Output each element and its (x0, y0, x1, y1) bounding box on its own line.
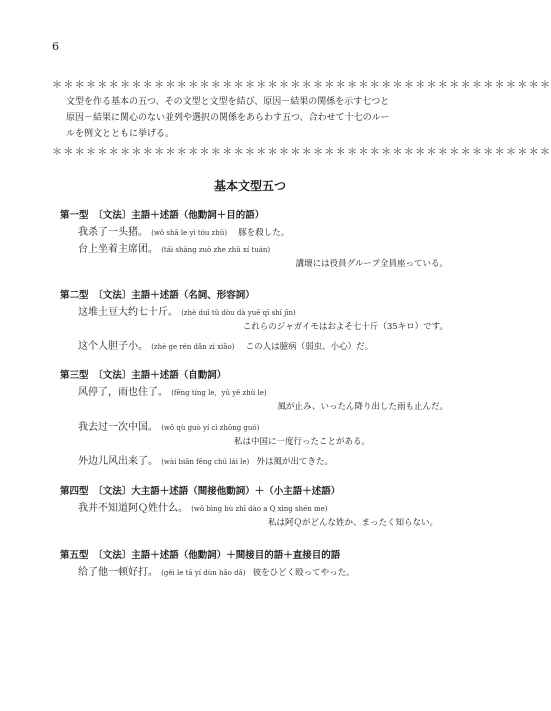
chinese-sentence: 台上坐着主席团。 (78, 244, 158, 255)
pattern-2-heading: 第二型 〔文法〕主語＋述語（名詞、形容詞） (60, 290, 255, 301)
japanese-translation: 講壇には役員グループ全員座っている。 (295, 259, 448, 269)
pattern-5-heading: 第五型 〔文法〕主語＋述語（他動詞）＋間接目的語＋直接目的語 (60, 550, 341, 561)
pattern-4-heading: 第四型 〔文法〕大主語＋述語（間接他動詞）＋（小主語＋述語） (60, 486, 341, 497)
pattern-5-example-1 (78, 563, 355, 578)
chinese-sentence: 外边儿风出来了。 (78, 456, 158, 467)
chinese-sentence: 这个人胆子小。 (78, 341, 148, 352)
star-divider-bottom: ＊＊＊＊＊＊＊＊＊＊＊＊＊＊＊＊＊＊＊＊＊＊＊＊＊＊＊＊＊＊＊＊＊＊＊＊＊＊＊＊＊＊＊＊ (52, 147, 551, 158)
japanese-translation: 豚を殺した。 (238, 228, 290, 238)
pinyin: (wǒ bìng bù zhī dào a Q xìng shén me) (191, 505, 328, 513)
pinyin: (wǒ shā le yì tóu zhū) (151, 229, 228, 237)
pinyin: (wài biān fēng chū lái le) (161, 458, 250, 466)
japanese-translation: これらのジャガイモはおよそ七十斤（35キロ）です。 (242, 322, 448, 332)
pattern-1-heading: 第一型 〔文法〕主語＋述語（他動詞＋目的語） (60, 210, 265, 221)
page-number: 6 (52, 40, 59, 53)
section-title: 基本文型五つ (213, 179, 286, 193)
chinese-sentence: 我并不知道阿Ｑ姓什么。 (78, 503, 188, 514)
pattern-2-example-1 (78, 303, 296, 318)
chinese-sentence: 我杀了一头猪。 (78, 227, 148, 238)
chinese-sentence: 我去过一次中国。 (78, 422, 158, 433)
japanese-translation: 私は中国に一度行ったことがある。 (233, 437, 370, 447)
pattern-1-example-2 (78, 240, 270, 255)
japanese-translation: 彼をひどく殴ってやった。 (252, 568, 355, 578)
pattern-3-example-3 (78, 452, 333, 467)
pattern-2-example-2 (78, 337, 373, 352)
intro-line-3: ルを例文とともに挙げる。 (66, 129, 175, 139)
japanese-translation: 外は風が出てきた。 (256, 457, 333, 467)
pattern-3-heading: 第三型 〔文法〕主語＋述語（自動詞） (60, 370, 227, 381)
pattern-3-example-2 (78, 418, 259, 433)
pinyin: (tái shàng zuò zhe zhǔ xí tuán) (161, 246, 271, 254)
chinese-sentence: 给了他一顿好打。 (78, 567, 158, 578)
pinyin: (wǒ qù guò yí cì zhōng guó) (161, 424, 260, 432)
pattern-1-example-1 (78, 223, 289, 238)
pinyin: (gěi le tā yí dùn hǎo dǎ) (161, 569, 246, 577)
japanese-translation: この人は臆病（弱虫、小心）だ。 (245, 342, 374, 352)
pinyin: (zhè duī tǔ dòu dà yuē qī shí jīn) (181, 309, 296, 317)
intro-line-1: 文型を作る基本の五つ、その文型と文型を結び、原因－結果の関係を示す七つと (66, 97, 390, 107)
intro-line-2: 原因－結果に関心のない並列や選択の関係をあらわす五つ、合わせて十七のルー (66, 113, 390, 123)
pattern-4-example-1 (78, 499, 328, 514)
pattern-3-example-1 (78, 383, 267, 398)
chinese-sentence: 风停了，雨也住了。 (78, 387, 168, 398)
star-divider-top: ＊＊＊＊＊＊＊＊＊＊＊＊＊＊＊＊＊＊＊＊＊＊＊＊＊＊＊＊＊＊＊＊＊＊＊＊＊＊＊＊＊＊＊＊ (52, 80, 551, 91)
pinyin: (fēng tíng le，yǔ yě zhù le) (171, 389, 267, 397)
pinyin: (zhè ge rén dǎn zi xiǎo) (151, 343, 235, 351)
japanese-translation: 私は阿Ｑがどんな姓か、まったく知らない。 (267, 518, 438, 528)
chinese-sentence: 这堆土豆大约七十斤。 (78, 307, 178, 318)
japanese-translation: 風が止み、いったん降り出した雨も止んだ。 (277, 402, 448, 412)
